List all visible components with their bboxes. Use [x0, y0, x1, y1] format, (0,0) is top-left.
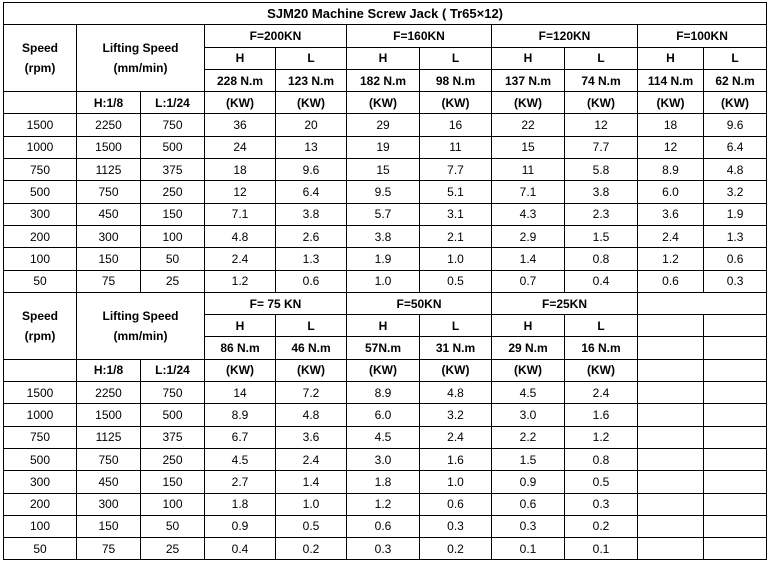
table-cell: 22	[492, 114, 565, 136]
torque-h: 182 N.m	[347, 69, 420, 91]
l-header: L	[276, 315, 347, 337]
force-header: F=200KN	[205, 25, 347, 47]
table-cell: 25	[141, 538, 205, 560]
table-cell: 150	[141, 471, 205, 493]
table-cell: 100	[4, 515, 77, 537]
table-row	[4, 136, 767, 158]
table-cell: 14	[205, 382, 276, 404]
table-cell: 8.9	[347, 382, 420, 404]
table-cell: 0.1	[565, 538, 638, 560]
table-cell: 24	[205, 136, 276, 158]
h-header: H	[638, 47, 704, 69]
table-cell: 100	[141, 493, 205, 515]
table-cell: 0.3	[492, 515, 565, 537]
h-header: H	[347, 315, 420, 337]
table-cell: 2.2	[492, 426, 565, 448]
table-row	[4, 404, 767, 426]
kw-unit: (KW)	[492, 359, 565, 381]
header-unit: (rpm)	[24, 61, 56, 76]
table-cell: 9.6	[704, 114, 767, 136]
table-cell: 100	[141, 225, 205, 247]
ratio-h: H:1/8	[77, 92, 141, 114]
title-row	[4, 3, 767, 25]
table-cell: 200	[4, 225, 77, 247]
table-cell: 6.7	[205, 426, 276, 448]
table-cell: 2.4	[565, 382, 638, 404]
table-cell: 250	[141, 181, 205, 203]
table-cell: 6.4	[704, 136, 767, 158]
table-cell: 0.4	[205, 538, 276, 560]
table-cell: 450	[77, 203, 141, 225]
table-cell: 2.4	[420, 426, 492, 448]
table-cell: 750	[141, 382, 205, 404]
header-line: Speed	[21, 308, 58, 323]
empty-cell	[704, 471, 767, 493]
table-cell: 8.9	[638, 159, 704, 181]
table-cell: 36	[205, 114, 276, 136]
empty-cell	[704, 315, 767, 337]
table-cell: 2250	[77, 114, 141, 136]
table-cell: 200	[4, 493, 77, 515]
table-cell: 15	[347, 159, 420, 181]
table-cell: 4.3	[492, 203, 565, 225]
table-cell: 18	[205, 159, 276, 181]
kw-unit: (KW)	[276, 92, 347, 114]
empty-cell	[704, 538, 767, 560]
force-header: F=120KN	[492, 25, 638, 47]
table-cell: 1.5	[565, 225, 638, 247]
table-cell: 3.2	[704, 181, 767, 203]
table-cell: 5.1	[420, 181, 492, 203]
table-row	[4, 471, 767, 493]
table-cell: 7.1	[205, 203, 276, 225]
torque-l: 123 N.m	[276, 69, 347, 91]
table-cell: 6.0	[347, 404, 420, 426]
table-cell: 500	[4, 181, 77, 203]
table-cell: 1500	[77, 136, 141, 158]
ratio-h: H:1/8	[77, 359, 141, 381]
table-cell: 2.4	[276, 448, 347, 470]
table-cell: 16	[420, 114, 492, 136]
header-unit: (rpm)	[24, 328, 56, 343]
force-header: F=25KN	[492, 292, 638, 314]
table-row	[4, 270, 767, 292]
table-cell: 0.5	[565, 471, 638, 493]
table-cell: 0.6	[276, 270, 347, 292]
empty-cell	[4, 92, 77, 114]
table-row	[4, 538, 767, 560]
table-cell: 2250	[77, 382, 141, 404]
table-cell: 8.9	[205, 404, 276, 426]
table-cell: 750	[77, 181, 141, 203]
table-cell: 500	[4, 448, 77, 470]
table-cell: 5.8	[565, 159, 638, 181]
table-cell: 6.4	[276, 181, 347, 203]
l-header: L	[565, 47, 638, 69]
table-cell: 1.2	[638, 248, 704, 270]
l-header: L	[565, 315, 638, 337]
table-cell: 1.0	[420, 248, 492, 270]
header-line: Speed	[21, 41, 58, 56]
empty-cell	[704, 448, 767, 470]
table-row	[4, 248, 767, 270]
table-cell: 300	[4, 471, 77, 493]
h-header: H	[492, 315, 565, 337]
table-cell: 1.4	[276, 471, 347, 493]
table-cell: 1.9	[704, 203, 767, 225]
kw-unit: (KW)	[347, 359, 420, 381]
table-title: SJM20 Machine Screw Jack ( Tr65×12)	[4, 3, 767, 25]
table-cell: 1.2	[347, 493, 420, 515]
kw-unit: (KW)	[704, 92, 767, 114]
table-cell: 0.9	[205, 515, 276, 537]
table-cell: 1000	[4, 404, 77, 426]
table-row	[4, 203, 767, 225]
empty-cell	[638, 493, 704, 515]
table-cell: 0.5	[420, 270, 492, 292]
table-cell: 0.3	[420, 515, 492, 537]
table-cell: 75	[77, 270, 141, 292]
table-cell: 750	[141, 114, 205, 136]
table-cell: 1.6	[420, 448, 492, 470]
table-cell: 0.1	[492, 538, 565, 560]
table-cell: 25	[141, 270, 205, 292]
kw-unit: (KW)	[205, 92, 276, 114]
table-cell: 3.8	[347, 225, 420, 247]
table-cell: 1.8	[347, 471, 420, 493]
table-cell: 0.3	[565, 493, 638, 515]
table-cell: 0.3	[347, 538, 420, 560]
h-header: H	[492, 47, 565, 69]
table-cell: 250	[141, 448, 205, 470]
table-cell: 50	[141, 248, 205, 270]
table-cell: 20	[276, 114, 347, 136]
l-header: L	[704, 47, 767, 69]
table-cell: 4.8	[276, 404, 347, 426]
empty-cell	[638, 359, 704, 381]
table-cell: 4.8	[205, 225, 276, 247]
table-cell: 1.2	[205, 270, 276, 292]
table-cell: 150	[77, 248, 141, 270]
table-row	[4, 426, 767, 448]
l-header: L	[420, 315, 492, 337]
table-cell: 7.7	[565, 136, 638, 158]
empty-cell	[638, 471, 704, 493]
table-cell: 2.1	[420, 225, 492, 247]
table-cell: 3.8	[276, 203, 347, 225]
table-cell: 4.5	[492, 382, 565, 404]
empty-cell	[704, 404, 767, 426]
table-cell: 1.4	[492, 248, 565, 270]
speed-header	[4, 292, 77, 359]
torque-l: 98 N.m	[420, 69, 492, 91]
torque-h: 228 N.m	[205, 69, 276, 91]
empty-cell	[704, 382, 767, 404]
table-cell: 3.0	[492, 404, 565, 426]
l-header: L	[420, 47, 492, 69]
empty-cell	[638, 426, 704, 448]
table-cell: 500	[141, 136, 205, 158]
torque-h: 86 N.m	[205, 337, 276, 359]
table-cell: 100	[4, 248, 77, 270]
table-cell: 7.2	[276, 382, 347, 404]
table-cell: 75	[77, 538, 141, 560]
table-cell: 1.5	[492, 448, 565, 470]
table-cell: 4.5	[347, 426, 420, 448]
empty-cell	[638, 448, 704, 470]
table-cell: 500	[141, 404, 205, 426]
table-cell: 12	[638, 136, 704, 158]
table-cell: 3.8	[565, 181, 638, 203]
empty-cell	[4, 359, 77, 381]
l-header: L	[276, 47, 347, 69]
table-cell: 300	[77, 493, 141, 515]
force-header: F=160KN	[347, 25, 492, 47]
table-cell: 150	[141, 203, 205, 225]
empty-cell	[704, 515, 767, 537]
table-cell: 300	[77, 225, 141, 247]
table-cell: 2.3	[565, 203, 638, 225]
table-cell: 1500	[77, 404, 141, 426]
empty-cell	[704, 426, 767, 448]
empty-cell	[638, 337, 704, 359]
torque-l: 74 N.m	[565, 69, 638, 91]
table-cell: 50	[4, 538, 77, 560]
kw-unit: (KW)	[420, 92, 492, 114]
table-cell: 0.7	[492, 270, 565, 292]
table-cell: 2.4	[638, 225, 704, 247]
table-row	[4, 448, 767, 470]
empty-cell	[638, 315, 704, 337]
torque-h: 57N.m	[347, 337, 420, 359]
kw-unit: (KW)	[565, 359, 638, 381]
torque-l: 62 N.m	[704, 69, 767, 91]
table-cell: 1.3	[276, 248, 347, 270]
lifting-speed-header	[77, 292, 205, 359]
table-cell: 15	[492, 136, 565, 158]
table-cell: 0.3	[704, 270, 767, 292]
force-header: F= 75 KN	[205, 292, 347, 314]
spec-table-body	[4, 3, 767, 560]
torque-h: 137 N.m	[492, 69, 565, 91]
table-cell: 9.6	[276, 159, 347, 181]
table-cell: 3.1	[420, 203, 492, 225]
speed-header	[4, 25, 77, 92]
force-header-row	[4, 25, 767, 47]
table-cell: 0.9	[492, 471, 565, 493]
table-cell: 1125	[77, 426, 141, 448]
table-cell: 11	[492, 159, 565, 181]
table-cell: 0.2	[565, 515, 638, 537]
table-cell: 750	[77, 448, 141, 470]
table-row	[4, 493, 767, 515]
table-cell: 1.0	[347, 270, 420, 292]
empty-cell	[704, 359, 767, 381]
table-cell: 0.4	[565, 270, 638, 292]
h-header: H	[205, 315, 276, 337]
table-cell: 450	[77, 471, 141, 493]
table-cell: 2.6	[276, 225, 347, 247]
h-header: H	[205, 47, 276, 69]
table-cell: 18	[638, 114, 704, 136]
table-cell: 6.0	[638, 181, 704, 203]
header-unit: (mm/min)	[113, 61, 168, 76]
table-cell: 29	[347, 114, 420, 136]
empty-cell	[638, 292, 767, 314]
table-cell: 0.6	[638, 270, 704, 292]
torque-l: 16 N.m	[565, 337, 638, 359]
table-cell: 4.8	[420, 382, 492, 404]
table-row	[4, 159, 767, 181]
unit-header-row	[4, 92, 767, 114]
empty-cell	[638, 515, 704, 537]
table-cell: 4.8	[704, 159, 767, 181]
header-line: Lifting Speed	[102, 308, 179, 323]
table-cell: 375	[141, 426, 205, 448]
kw-unit: (KW)	[276, 359, 347, 381]
torque-l: 31 N.m	[420, 337, 492, 359]
table-cell: 2.9	[492, 225, 565, 247]
table-cell: 1.9	[347, 248, 420, 270]
table-cell: 7.7	[420, 159, 492, 181]
header-line: Lifting Speed	[102, 41, 179, 56]
table-row	[4, 225, 767, 247]
empty-cell	[638, 382, 704, 404]
table-cell: 1500	[4, 382, 77, 404]
kw-unit: (KW)	[492, 92, 565, 114]
table-cell: 1000	[4, 136, 77, 158]
table-cell: 1.0	[276, 493, 347, 515]
empty-cell	[704, 337, 767, 359]
table-cell: 1.2	[565, 426, 638, 448]
lifting-speed-header	[77, 25, 205, 92]
table-cell: 0.2	[276, 538, 347, 560]
table-row	[4, 515, 767, 537]
table-cell: 0.8	[565, 448, 638, 470]
ratio-l: L:1/24	[141, 92, 205, 114]
empty-cell	[638, 404, 704, 426]
table-cell: 750	[4, 426, 77, 448]
table-cell: 19	[347, 136, 420, 158]
table-cell: 150	[77, 515, 141, 537]
table-cell: 3.6	[638, 203, 704, 225]
table-cell: 50	[141, 515, 205, 537]
ratio-l: L:1/24	[141, 359, 205, 381]
kw-unit: (KW)	[420, 359, 492, 381]
table-cell: 11	[420, 136, 492, 158]
table-cell: 5.7	[347, 203, 420, 225]
table-cell: 0.2	[420, 538, 492, 560]
table-cell: 13	[276, 136, 347, 158]
torque-h: 114 N.m	[638, 69, 704, 91]
force-header: F=100KN	[638, 25, 767, 47]
table-cell: 0.6	[492, 493, 565, 515]
table-cell: 0.6	[420, 493, 492, 515]
force-header: F=50KN	[347, 292, 492, 314]
table-row	[4, 382, 767, 404]
table-cell: 1500	[4, 114, 77, 136]
table-cell: 0.6	[347, 515, 420, 537]
table-row	[4, 181, 767, 203]
kw-unit: (KW)	[565, 92, 638, 114]
table-cell: 375	[141, 159, 205, 181]
table-cell: 0.6	[704, 248, 767, 270]
table-cell: 2.7	[205, 471, 276, 493]
table-cell: 12	[205, 181, 276, 203]
kw-unit: (KW)	[638, 92, 704, 114]
table-row	[4, 114, 767, 136]
kw-unit: (KW)	[347, 92, 420, 114]
table-cell: 1.6	[565, 404, 638, 426]
table-cell: 4.5	[205, 448, 276, 470]
table-cell: 7.1	[492, 181, 565, 203]
table-cell: 300	[4, 203, 77, 225]
table-cell: 1.0	[420, 471, 492, 493]
table-cell: 50	[4, 270, 77, 292]
header-unit: (mm/min)	[113, 328, 168, 343]
spec-table	[3, 2, 767, 560]
table-cell: 2.4	[205, 248, 276, 270]
kw-unit: (KW)	[205, 359, 276, 381]
force-header-row	[4, 292, 767, 314]
table-cell: 3.0	[347, 448, 420, 470]
table-cell: 0.8	[565, 248, 638, 270]
table-cell: 9.5	[347, 181, 420, 203]
table-cell: 1.8	[205, 493, 276, 515]
unit-header-row	[4, 359, 767, 381]
table-cell: 750	[4, 159, 77, 181]
empty-cell	[638, 538, 704, 560]
empty-cell	[704, 493, 767, 515]
h-header: H	[347, 47, 420, 69]
table-cell: 12	[565, 114, 638, 136]
table-cell: 3.6	[276, 426, 347, 448]
torque-h: 29 N.m	[492, 337, 565, 359]
torque-l: 46 N.m	[276, 337, 347, 359]
table-cell: 1.3	[704, 225, 767, 247]
table-cell: 3.2	[420, 404, 492, 426]
table-cell: 1125	[77, 159, 141, 181]
table-cell: 0.5	[276, 515, 347, 537]
